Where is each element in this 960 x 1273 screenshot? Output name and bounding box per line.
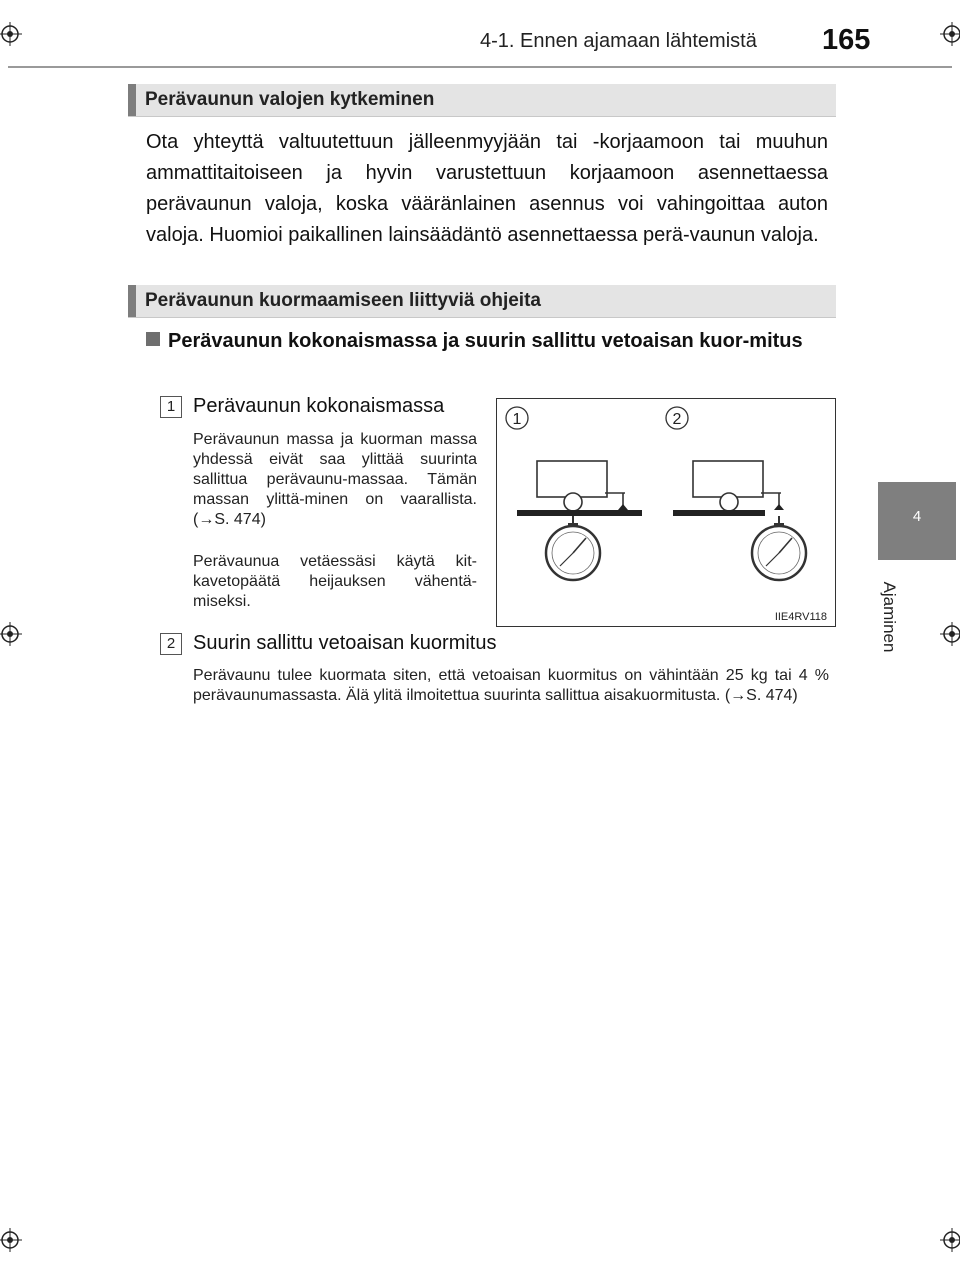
item-number: 2 — [160, 633, 182, 655]
header-rule — [8, 66, 952, 68]
chapter-label: Ajaminen — [880, 581, 899, 653]
item-paragraph: Perävaunun massa ja kuorman massa yhdessä eivät saa ylittää suurinta sallittua perävaunu-massaa. Tämän massan ylittä-minen on vaarallista. (→S. 474) — [193, 431, 477, 528]
crosshair-icon — [940, 22, 960, 46]
section-heading-bar — [128, 285, 836, 318]
item-title: Perävaunun kokonaismassa — [193, 395, 445, 417]
section-heading-bar — [128, 84, 836, 117]
subheading-text: Perävaunun kokonaismassa ja suurin sallittu vetoaisan kuor-mitus — [168, 330, 803, 352]
figure-code: IIE4RV118 — [774, 611, 827, 623]
section-heading: Perävaunun kuormaamiseen liittyviä ohjeita — [145, 290, 541, 311]
item-paragraph: Perävaunua vetäessäsi käytä kit-kavetopäätä heijauksen vähentä-miseksi. — [193, 553, 477, 610]
crosshair-icon — [940, 622, 960, 646]
running-header-section: 4-1. Ennen ajamaan lähtemistä — [480, 30, 757, 52]
item-paragraph: Perävaunu tulee kuormata siten, että vetoaisan kuormitus on vähintään 25 kg tai 4 % perävaunumassasta. Älä ylitä ilmoitettua suurinta sallittua aisakuormitusta. (→S. 474) — [193, 667, 829, 704]
square-bullet-icon — [146, 332, 160, 346]
chapter-number: 4 — [912, 508, 922, 525]
crosshair-icon — [0, 22, 22, 46]
section-body: Ota yhteyttä valtuutettuun jälleenmyyjään tai -korjaamoon tai muuhun ammattitaitoiseen ja hyvin varustettuun korjaamoon asennettaessa perävaunun valoja, koska vääränlainen asennus voi vahingoittaa auton valoja. Huomioi paikallinen lainsäädäntö asennettaessa perä-vaunun valoja. — [146, 131, 828, 246]
page-number: 165 — [822, 24, 871, 56]
figure-callout-2: 2 — [672, 411, 682, 428]
item-number: 1 — [160, 396, 182, 418]
chapter-tab — [878, 482, 956, 560]
figure-callout-1: 1 — [512, 411, 522, 428]
chapter-label-container — [876, 572, 902, 662]
subheading — [146, 327, 830, 355]
crosshair-icon — [940, 1228, 960, 1252]
crosshair-icon — [0, 622, 22, 646]
crosshair-icon — [0, 1228, 22, 1252]
trailer-scale-drawing — [497, 399, 835, 626]
item-title: Suurin sallittu vetoaisan kuormitus — [193, 632, 497, 654]
trailer-weight-illustration — [496, 398, 836, 627]
section-heading: Perävaunun valojen kytkeminen — [145, 89, 435, 110]
